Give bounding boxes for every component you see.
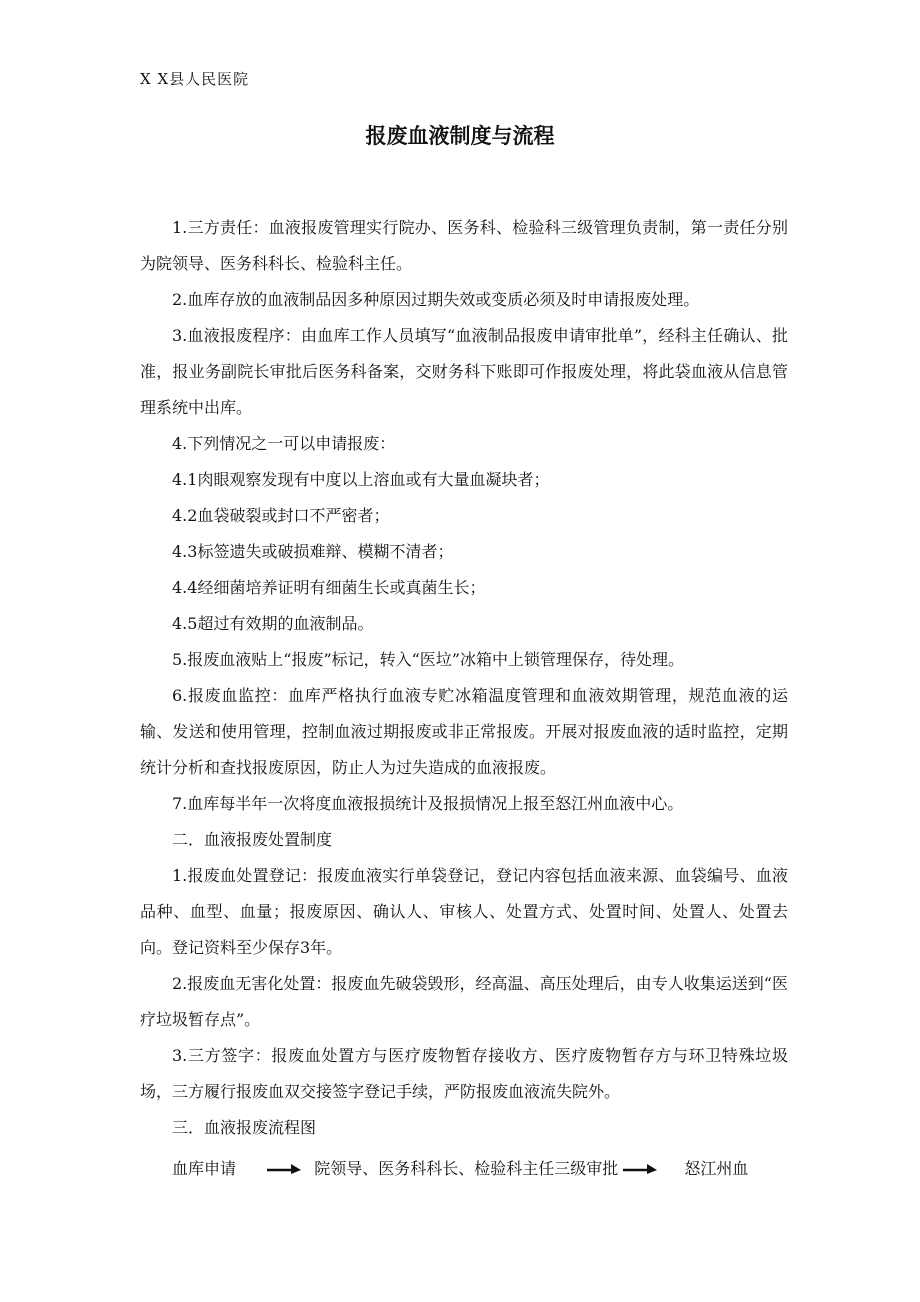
paragraph: 4.3标签遗失或破损难辩、模糊不清者； xyxy=(172,542,454,561)
flowchart-row xyxy=(172,1150,748,1187)
document-body xyxy=(140,210,788,1146)
paragraph: 4.5超过有效期的血液制品。 xyxy=(172,614,374,633)
section-heading: 三．血液报废流程图 xyxy=(172,1118,317,1137)
right-arrow-icon xyxy=(267,1164,301,1174)
right-arrow-icon xyxy=(623,1164,657,1174)
flow-step-request: 血库申请 xyxy=(172,1158,237,1178)
paragraph: 4.1肉眼观察发现有中度以上溶血或有大量血凝块者； xyxy=(172,470,550,489)
paragraph: 4.4经细菌培养证明有细菌生长或真菌生长； xyxy=(172,578,486,597)
section-heading: 二．血液报废处置制度 xyxy=(172,830,333,849)
flow-step-approval: 院领导、医务科科长、检验科主任三级审批 xyxy=(314,1158,619,1178)
paragraph: 6.报废血监控：血库严格执行血液专贮冰箱温度管理和血液效期管理，规范血液的运输、发送和使用管理，控制血液过期报废或非正常报废。开展对报废血液的适时监控，定期统计分析和查找报废原因，防止人为过失造成的血液报废。 xyxy=(140,686,788,777)
paragraph: 1.报废血处置登记：报废血液实行单袋登记，登记内容包括血液来源、血袋编号、血液品种、血型、血量；报废原因、确认人、审核人、处置方式、处置时间、处置人、处置去向。登记资料至少保存3年。 xyxy=(140,866,788,957)
hospital-name: X X县人民医院 xyxy=(140,70,250,88)
paragraph: 5.报废血液贴上“报废”标记，转入“医垃”冰箱中上锁管理保存，待处理。 xyxy=(172,650,684,669)
paragraph: 2.报废血无害化处置：报废血先破袋毁形，经高温、高压处理后，由专人收集运送到“医疗垃圾暂存点”。 xyxy=(140,974,788,1029)
paragraph: 7.血库每半年一次将度血液报损统计及报损情况上报至怒江州血液中心。 xyxy=(172,794,684,813)
paragraph: 3.血液报废程序：由血库工作人员填写“血液制品报废申请审批单”，经科主任确认、批准，报业务副院长审批后医务科备案，交财务科下账即可作报废处理，将此袋血液从信息管理系统中出库。 xyxy=(140,326,788,417)
paragraph: 2.血库存放的血液制品因多种原因过期失效或变质必须及时申请报废处理。 xyxy=(172,290,700,309)
paragraph: 1.三方责任：血液报废管理实行院办、医务科、检验科三级管理负责制，第一责任分别为院领导、医务科科长、检验科主任。 xyxy=(140,218,788,273)
paragraph: 4.下列情况之一可以申请报废： xyxy=(172,434,396,453)
flow-step-blood-center: 怒江州血 xyxy=(684,1158,749,1178)
paragraph: 3.三方签字：报废血处置方与医疗废物暂存接收方、医疗废物暂存方与环卫特殊垃圾场，三方履行报废血双交接签字登记手续，严防报废血液流失院外。 xyxy=(140,1046,788,1101)
page-title: 报废血液制度与流程 xyxy=(365,124,555,148)
paragraph: 4.2血袋破裂或封口不严密者； xyxy=(172,506,390,525)
